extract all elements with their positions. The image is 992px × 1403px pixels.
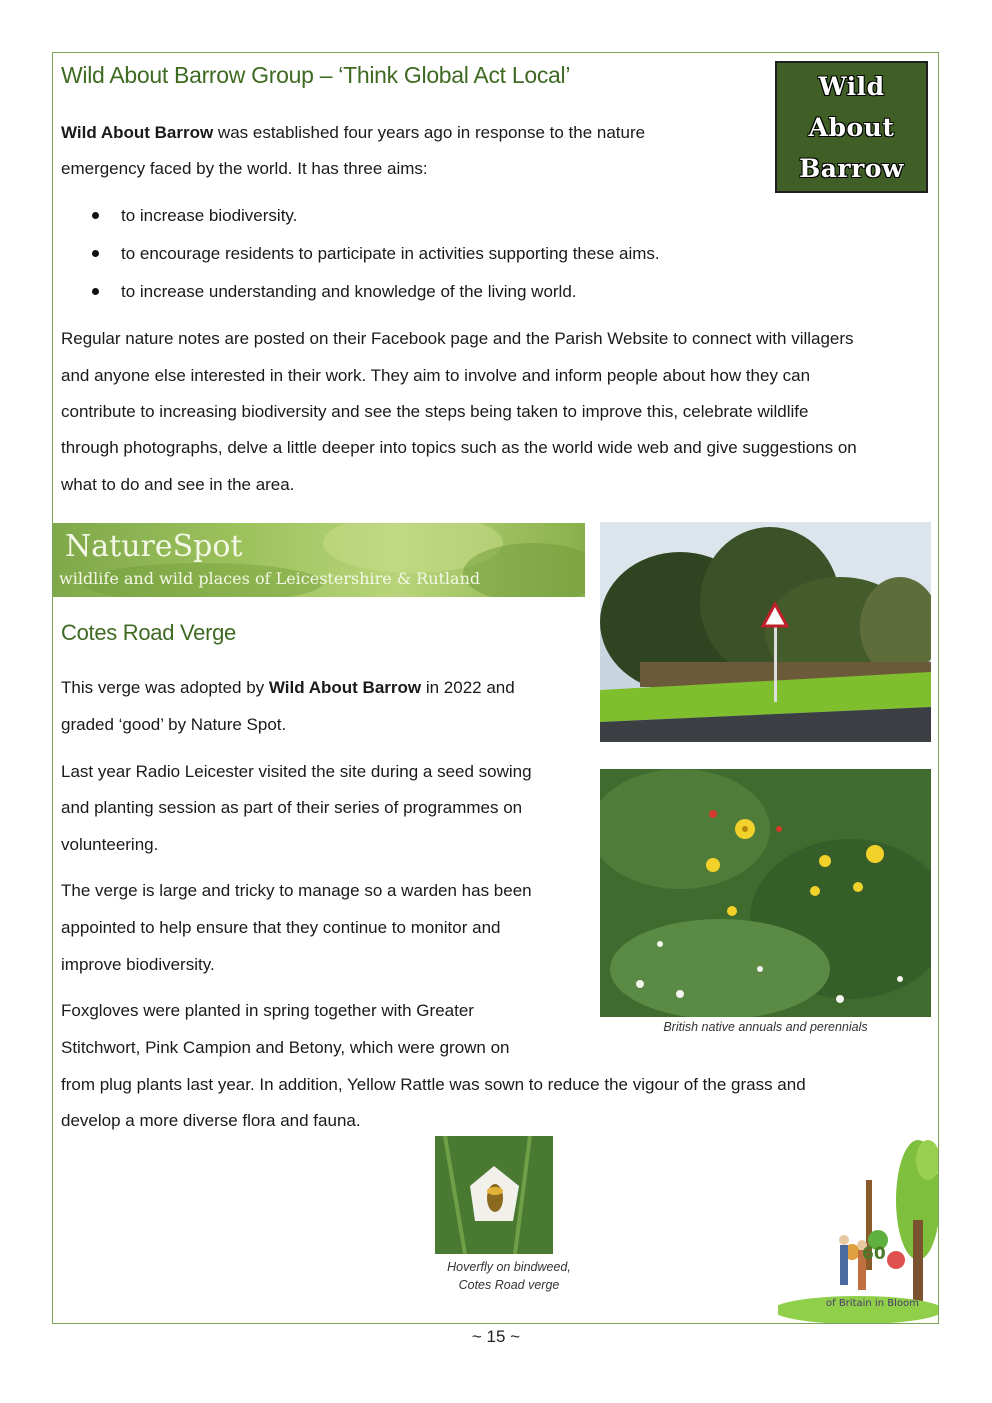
notes-line-4: through photographs, delve a little deeper into topics such as the world wide web and give suggestions on bbox=[61, 438, 857, 457]
verge-p4-line-3: from plug plants last year. In addition, Yellow Rattle was sown to reduce the vigour of the grass and bbox=[61, 1075, 806, 1094]
list-item: to increase understanding and knowledge of the living world. bbox=[61, 273, 660, 311]
aims-list bbox=[61, 197, 660, 311]
intro-line-2: emergency faced by the world. It has three aims: bbox=[61, 159, 428, 178]
notes-line-3: contribute to increasing biodiversity and see the steps being taken to improve this, celebrate wildlife bbox=[61, 402, 809, 421]
list-item: to encourage residents to participate in activities supporting these aims. bbox=[61, 235, 660, 273]
wildflowers-photo bbox=[600, 769, 931, 1017]
verge-p1-line-1 bbox=[61, 670, 515, 707]
notes-line-1: Regular nature notes are posted on their Facebook page and the Parish Website to connect with villagers bbox=[61, 329, 854, 348]
naturespot-subtitle: wildlife and wild places of Leicestershire & Rutland bbox=[59, 569, 481, 588]
verge-p3-line-3: improve biodiversity. bbox=[61, 955, 215, 974]
verge-p3-line-2: appointed to help ensure that they continue to monitor and bbox=[61, 918, 501, 937]
intro-text-1: was established four years ago in response to the nature bbox=[213, 123, 646, 142]
org-name: Wild About Barrow bbox=[61, 123, 214, 142]
verge-p3-line-1: The verge is large and tricky to manage so a warden has been bbox=[61, 881, 532, 900]
verge-p1-text-b: in 2022 and bbox=[421, 678, 515, 697]
naturespot-title: NatureSpot bbox=[65, 529, 243, 564]
notes-line-5: what to do and see in the area. bbox=[61, 475, 295, 494]
logo-line-1: Wild bbox=[818, 71, 885, 101]
page-title: Wild About Barrow Group – ‘Think Global Act Local’ bbox=[61, 62, 571, 88]
wild-about-barrow-logo bbox=[775, 61, 928, 193]
hoverfly-caption-line-2: Cotes Road verge bbox=[458, 1278, 560, 1292]
list-item: to increase biodiversity. bbox=[61, 197, 660, 235]
verge-p4-line-1: Foxgloves were planted in spring together with Greater bbox=[61, 1001, 474, 1020]
verge-p2-line-1: Last year Radio Leicester visited the site during a seed sowing bbox=[61, 762, 532, 781]
naturespot-banner bbox=[53, 523, 585, 597]
verge-p1-line-2: graded ‘good’ by Nature Spot. bbox=[61, 715, 287, 734]
notes-line-2: and anyone else interested in their work. They aim to involve and inform people about how they can bbox=[61, 366, 811, 385]
flowers-caption: British native annuals and perennials bbox=[663, 1020, 868, 1034]
britain-in-bloom-badge bbox=[778, 1140, 938, 1323]
logo-line-3: Barrow bbox=[799, 153, 904, 183]
verge-p1-text-a: This verge was adopted by bbox=[61, 678, 269, 697]
verge-road-photo bbox=[600, 522, 931, 742]
bloom-text: of Britain in Bloom bbox=[826, 1298, 919, 1309]
hoverfly-photo bbox=[435, 1136, 553, 1254]
bloom-number: 60 bbox=[862, 1244, 886, 1264]
intro-line-1 bbox=[61, 115, 645, 152]
verge-title: Cotes Road Verge bbox=[61, 620, 236, 645]
logo-line-2: About bbox=[808, 112, 895, 142]
verge-p4-line-4: develop a more diverse flora and fauna. bbox=[61, 1111, 361, 1130]
verge-p2-line-2: and planting session as part of their series of programmes on bbox=[61, 798, 523, 817]
page-number: ~ 15 ~ bbox=[471, 1327, 521, 1346]
verge-p4-line-2: Stitchwort, Pink Campion and Betony, which were grown on bbox=[61, 1038, 510, 1057]
hoverfly-caption-line-1: Hoverfly on bindweed, bbox=[447, 1260, 571, 1274]
verge-p2-line-3: volunteering. bbox=[61, 835, 159, 854]
verge-org-name: Wild About Barrow bbox=[268, 678, 422, 697]
